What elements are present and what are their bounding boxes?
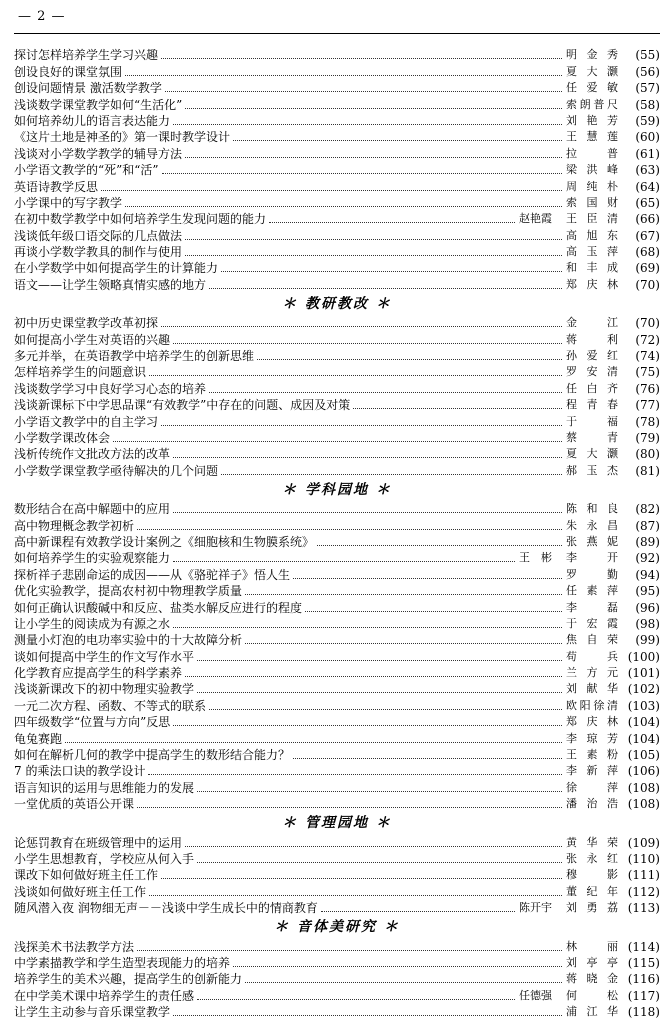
article-page: (55) [635,48,660,63]
article-title: 在小学数学中如何提高学生的计算能力 [14,261,219,276]
article-coauthor: 任德强 [519,988,552,1002]
toc-entry[interactable] [14,80,660,96]
toc-entry[interactable] [14,763,660,779]
article-page: (58) [635,97,660,112]
article-title: 浅谈数学课堂教学如何“生活化” [14,97,183,112]
article-author: 潘治浩 [566,797,618,811]
article-title: 创设良好的课堂氛围 [14,64,123,79]
article-page: (70) [635,316,660,331]
article-author: 王素粉 [566,748,618,762]
dot-leader [125,206,562,207]
toc-entry[interactable] [14,883,660,899]
dot-leader [233,966,562,967]
toc-entry[interactable] [14,599,660,615]
dot-leader [137,807,562,808]
article-title: 探析祥子悲剧命运的成因——从《骆驼祥子》悟人生 [14,567,291,582]
toc-entry[interactable] [14,430,660,446]
toc-entry[interactable] [14,534,660,550]
article-coauthor: 王 彬 [519,551,552,565]
article-page: (103) [627,698,660,713]
dot-leader [305,611,562,612]
article-author: 李新萍 [566,764,618,778]
article-page: (95) [635,584,660,599]
article-author: 蒋 利 [566,332,618,346]
article-title: 数形结合在高中解题中的应用 [14,502,171,517]
toc-entry[interactable] [14,145,660,161]
toc-entry[interactable] [14,276,660,292]
article-title: 浅谈新课改下的初中物理实验教学 [14,682,195,697]
article-title: 浅谈对小学数学教学的辅导方法 [14,146,183,161]
article-author: 任素萍 [566,584,618,598]
article-page: (75) [635,365,660,380]
dot-leader [245,643,562,644]
article-author: 徐 萍 [566,780,618,794]
article-author: 刘艳芳 [566,113,618,127]
dot-leader [161,425,562,426]
toc-entry[interactable] [14,47,660,63]
toc-entry[interactable] [14,616,660,632]
article-title: 浅谈数学学习中良好学习心态的培养 [14,381,207,396]
article-title: 英语诗教学反思 [14,179,99,194]
article-author: 何 松 [566,988,618,1002]
dot-leader [65,742,562,743]
dot-leader [197,862,562,863]
article-page: (60) [635,130,660,145]
toc-entry[interactable] [14,665,660,681]
toc-entry[interactable] [14,331,660,347]
article-author: 梁洪峰 [566,163,618,177]
article-page: (72) [635,332,660,347]
article-page: (106) [627,764,660,779]
dot-leader [173,1015,562,1016]
article-page: (59) [635,113,660,128]
dot-leader [209,288,562,289]
article-title: 7 的乘法口诀的教学设计 [14,764,146,779]
toc-entry[interactable] [14,566,660,582]
toc-entry[interactable] [14,227,660,243]
article-title: 浅谈如何做好班主任工作 [14,884,147,899]
toc-entry[interactable] [14,834,660,850]
article-page: (77) [635,398,660,413]
article-title: 小学生思想教育，学校应从何入手 [14,851,195,866]
article-author: 索国财 [566,195,618,209]
dot-leader [221,474,562,475]
toc-entry[interactable] [14,129,660,145]
toc-entry[interactable] [14,1004,660,1020]
article-title: 多元并举，在英语教学中培养学生的创新思维 [14,349,255,364]
dot-leader [161,58,562,59]
toc-entry[interactable] [14,697,660,713]
article-page: (110) [627,851,660,866]
article-author: 夏大灏 [566,64,618,78]
article-page: (63) [635,163,660,178]
article-author: 郑庆林 [566,277,618,291]
article-title: 探讨怎样培养学生学习兴趣 [14,48,159,63]
dot-leader [197,999,515,1000]
article-author: 黄华荣 [566,835,618,849]
article-author: 周纯朴 [566,179,618,193]
header-rule [14,33,660,34]
toc-entry[interactable] [14,987,660,1003]
article-page: (70) [635,277,660,292]
article-title: 让学生主动参与音乐课堂教学 [14,1005,171,1020]
toc-entry[interactable] [14,260,660,276]
article-author: 罗安清 [566,365,618,379]
article-author: 蒋晓金 [566,972,618,986]
toc-entry[interactable] [14,779,660,795]
article-author: 张燕妮 [566,534,618,548]
article-author: 郝玉杰 [566,463,618,477]
article-author: 于宏霞 [566,616,618,630]
article-author: 拉 普 [566,146,618,160]
dot-leader [173,124,562,125]
article-title: 化学教育应提高学生的科学素养 [14,666,183,681]
dot-leader [185,108,562,109]
article-title: 如何培养学生的实验观察能力 [14,551,171,566]
article-page: (111) [627,868,660,883]
article-title: 谈如何提高中学生的作文写作水平 [14,649,195,664]
article-page: (79) [635,430,660,445]
dot-leader [113,441,562,442]
article-page: (87) [635,518,660,533]
article-page: (57) [635,81,660,96]
dot-leader [293,758,562,759]
article-page: (115) [627,955,660,970]
toc-entry[interactable] [14,397,660,413]
article-title: 高中新课程有效教学设计案例之《细胞核和生物膜系统》 [14,534,315,549]
article-author: 浦江华 [566,1005,618,1019]
article-author: 王慧莲 [566,130,618,144]
article-page: (67) [635,228,660,243]
article-author: 李 开 [566,551,618,565]
article-page: (89) [635,534,660,549]
dot-leader [101,190,562,191]
dot-leader [317,545,562,546]
article-author: 任白齐 [566,381,618,395]
article-page: (68) [635,245,660,260]
dot-leader [209,392,562,393]
article-author: 程青春 [566,398,618,412]
dot-leader [245,982,562,983]
toc-entry[interactable] [14,632,660,648]
article-page: (116) [627,972,660,987]
dot-leader [173,457,562,458]
article-title: 在初中数学教学中如何培养学生发现问题的能力 [14,212,267,227]
article-page: (94) [635,567,660,582]
article-author: 李 磊 [566,600,618,614]
article-author: 和丰成 [566,261,618,275]
article-title: 高中物理概念教学初析 [14,518,135,533]
toc-entry[interactable] [14,63,660,79]
dot-leader [185,676,562,677]
article-title: 让小学生的阅读成为有源之水 [14,616,171,631]
article-author: 刘献华 [566,682,618,696]
article-author: 于 福 [566,414,618,428]
article-title: 怎样培养学生的问题意识 [14,365,147,380]
toc-entry[interactable] [14,113,660,129]
article-author: 罗 勤 [566,567,618,581]
dot-leader [125,75,562,76]
article-author: 焦自荣 [566,633,618,647]
article-author: 苟 兵 [566,649,618,663]
article-title: 随风潜入夜 润物细无声－－浅谈中学生成长中的情商教育 [14,901,318,916]
toc-entry[interactable] [14,315,660,331]
dot-leader [149,375,562,376]
dot-leader [197,791,562,792]
article-page: (76) [635,381,660,396]
article-title: 小学语文教学中的自主学习 [14,414,159,429]
article-author: 孙爱红 [566,349,618,363]
dot-leader [173,512,562,513]
article-page: (61) [635,146,660,161]
dot-leader [173,561,515,562]
dot-leader [209,709,562,710]
toc-entry[interactable] [14,583,660,599]
article-title: 论惩罚教育在班级管理中的运用 [14,835,183,850]
article-author: 穆 影 [566,868,618,882]
article-title: 浅探美术书法教学方法 [14,939,135,954]
toc-entry[interactable] [14,648,660,664]
dot-leader [269,222,515,223]
article-title: 浅谈低年级口语交际的几点做法 [14,228,183,243]
dot-leader [233,140,562,141]
article-title: 小学数学课堂教学亟待解决的几个问题 [14,463,219,478]
article-title: 再谈小学数学教具的制作与使用 [14,245,183,260]
dot-leader [173,627,562,628]
toc-entry[interactable] [14,413,660,429]
article-author: 张永红 [566,851,618,865]
dot-leader [161,326,562,327]
article-page: (98) [635,616,660,631]
toc-entry[interactable] [14,446,660,462]
article-title: 培养学生的美术兴趣，提高学生的创新能力 [14,972,243,987]
article-title: 创设问题情景 激活数学教学 [14,81,162,96]
dot-leader [148,774,562,775]
toc-entry[interactable] [14,195,660,211]
article-page: (112) [627,884,660,899]
article-page: (82) [635,502,660,517]
article-author: 高玉萍 [566,245,618,259]
dot-leader [221,271,562,272]
article-page: (101) [627,666,660,681]
article-title: 如何正确认识酸碱中和反应、盐类水解反应进行的程度 [14,600,303,615]
toc-entry[interactable] [14,517,660,533]
article-title: 小学课中的写字教学 [14,195,123,210]
article-author: 刘勇荔 [566,901,618,915]
article-author: 李琼芳 [566,731,618,745]
article-author: 金 江 [566,316,618,330]
article-title: 一堂优质的英语公开课 [14,797,135,812]
toc-entry[interactable] [14,714,660,730]
article-title: 浅析传统作文批改方法的改革 [14,447,171,462]
article-author: 刘亭亭 [566,955,618,969]
section-heading: ＊ 管理园地 ＊ [282,815,392,832]
article-title: 小学语文教学的“死”和“活” [14,163,159,178]
article-page: (109) [627,835,660,850]
toc-entry[interactable] [14,747,660,763]
dot-leader [161,878,562,879]
article-author: 蔡 青 [566,430,618,444]
article-page: (104) [627,715,660,730]
dot-leader [197,660,562,661]
article-page: (78) [635,414,660,429]
article-page: (99) [635,633,660,648]
dot-leader [137,529,562,530]
article-title: 课改下如何做好班主任工作 [14,868,159,883]
dot-leader [137,950,562,951]
article-page: (102) [627,682,660,697]
article-page: (117) [627,988,660,1003]
dot-leader [149,895,562,896]
dot-leader [165,91,562,92]
toc-entry[interactable] [14,971,660,987]
section-heading: ＊ 教研教改 ＊ [282,295,392,312]
article-title: 优化实验教学，提高农村初中物理教学质量 [14,584,243,599]
article-title: 测量小灯泡的电功率实验中的十大故障分析 [14,633,243,648]
page-number: — 2 — [18,9,66,24]
article-page: (80) [635,447,660,462]
article-page: (105) [627,748,660,763]
article-page: (64) [635,179,660,194]
dot-leader [353,408,562,409]
article-title: 语文——让学生领略真情实感的地方 [14,277,207,292]
article-page: (56) [635,64,660,79]
article-page: (108) [627,780,660,795]
article-author: 陈和良 [566,502,618,516]
toc-entry[interactable] [14,96,660,112]
article-author: 明金秀 [566,48,618,62]
toc-entry[interactable] [14,550,660,566]
article-page: (66) [635,212,660,227]
dot-leader [245,594,562,595]
dot-leader [185,846,562,847]
article-author: 林 丽 [566,939,618,953]
toc-entry[interactable] [14,796,660,812]
toc-entry[interactable] [14,178,660,194]
article-page: (100) [627,649,660,664]
article-author: 朱永昌 [566,518,618,532]
article-coauthor: 陈开宇 [519,901,552,915]
article-title: 《这片土地是神圣的》第一课时教学设计 [14,130,231,145]
dot-leader [257,359,562,360]
toc-entry[interactable] [14,380,660,396]
article-title: 浅谈新课标下中学思品课“有效教学”中存在的问题、成因及对策 [14,398,351,413]
article-author: 欧阳徐清 [566,698,618,712]
section-heading: ＊ 学科园地 ＊ [282,481,392,498]
dot-leader [185,255,562,256]
toc-entry[interactable] [14,900,660,916]
article-author: 董纪年 [566,884,618,898]
article-author: 任爱敏 [566,81,618,95]
article-coauthor: 赵艳霞 [519,212,552,226]
toc-entry[interactable] [14,730,660,746]
article-page: (104) [627,731,660,746]
toc-entry[interactable] [14,851,660,867]
toc-entry[interactable] [14,162,660,178]
article-title: 如何培养幼儿的语言表达能力 [14,113,171,128]
toc-entry[interactable] [14,955,660,971]
toc-entry[interactable] [14,462,660,478]
article-page: (96) [635,600,660,615]
article-title: 如何在解析几何的教学中提高学生的数形结合能力？ [14,748,291,763]
article-author: 高旭东 [566,228,618,242]
toc-entry[interactable] [14,211,660,227]
toc-entry[interactable] [14,348,660,364]
dot-leader [173,343,562,344]
article-page: (74) [635,349,660,364]
dot-leader [162,173,562,174]
article-page: (92) [635,551,660,566]
article-title: 小学数学课改体会 [14,430,111,445]
article-page: (108) [627,797,660,812]
dot-leader [197,692,562,693]
article-author: 索朗普尺 [566,97,618,111]
article-page: (113) [627,901,660,916]
article-page: (65) [635,195,660,210]
article-author: 夏大灏 [566,447,618,461]
dot-leader [321,911,515,912]
article-title: 龟兔赛跑 [14,731,63,746]
article-title: 如何提高小学生对英语的兴趣 [14,332,171,347]
article-title: 语言知识的运用与思维能力的发展 [14,780,195,795]
article-author: 郑庆林 [566,715,618,729]
article-page: (118) [627,1005,660,1020]
article-title: 初中历史课堂教学改革初探 [14,316,159,331]
article-author: 王臣清 [566,212,618,226]
article-author: 兰方元 [566,666,618,680]
toc-entry[interactable] [14,867,660,883]
dot-leader [293,578,562,579]
article-page: (114) [627,939,660,954]
article-title: 一元二次方程、函数、不等式的联系 [14,698,207,713]
toc-entry[interactable] [14,681,660,697]
dot-leader [185,157,562,158]
toc-entry[interactable] [14,501,660,517]
toc-entry[interactable] [14,244,660,260]
toc-entry[interactable] [14,364,660,380]
article-page: (69) [635,261,660,276]
table-of-contents [14,47,660,1020]
article-title: 四年级数学“位置与方向”反思 [14,715,171,730]
article-page: (81) [635,463,660,478]
toc-entry[interactable] [14,938,660,954]
section-heading: ＊ 音体美研究 ＊ [274,919,400,936]
article-title: 在中学美术课中培养学生的责任感 [14,988,195,1003]
dot-leader [185,239,562,240]
dot-leader [173,725,562,726]
article-title: 中学素描教学和学生造型表现能力的培养 [14,955,231,970]
